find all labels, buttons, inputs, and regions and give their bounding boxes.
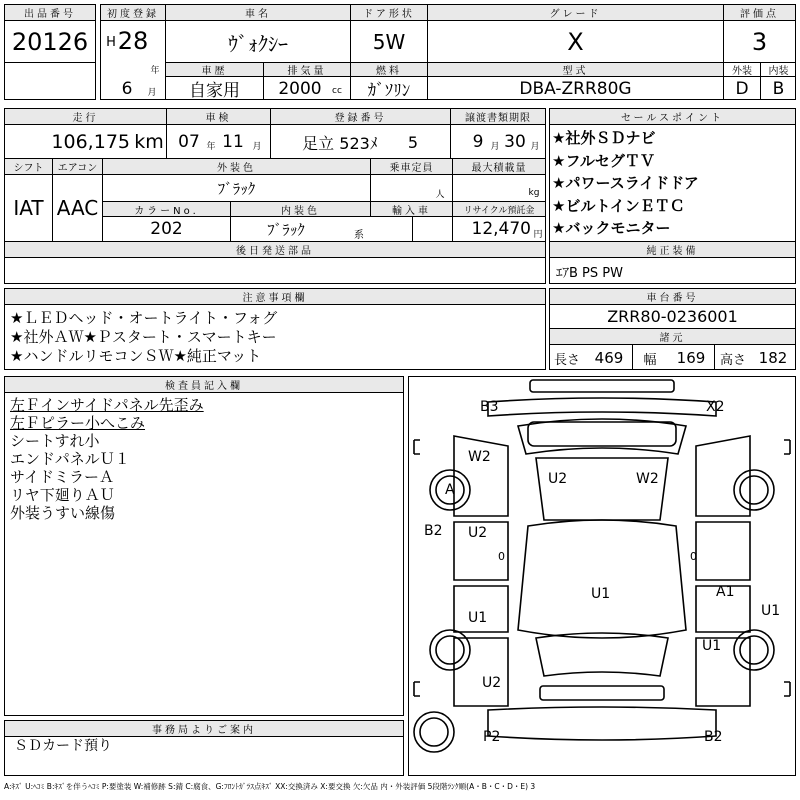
right-front-fender — [696, 436, 750, 516]
body-center — [518, 520, 686, 638]
sales-points-list — [552, 127, 699, 240]
length-label: 長さ — [553, 352, 580, 368]
later-parts-header: 後日発送部品 — [5, 242, 545, 257]
inspector-note: シートすれ小 — [10, 432, 100, 450]
recycle-header: リサイクル預託金 — [453, 202, 545, 216]
first-reg-header: 初度登録 — [101, 5, 165, 20]
yen-unit: 円 — [533, 229, 543, 240]
damage-mark: U2 — [548, 471, 568, 487]
height-label: 高さ — [719, 352, 746, 368]
year-unit: 年 — [150, 65, 160, 76]
width-value: 169 — [676, 349, 706, 367]
fuel: ｶﾞｿﾘﾝ — [367, 81, 411, 101]
era-label: H — [106, 34, 116, 50]
cc-unit: cc — [332, 86, 342, 96]
damage-mark: U1 — [702, 638, 722, 654]
vehicle-history: 自家用 — [189, 81, 240, 101]
standard-equip-header: 純正装備 — [550, 242, 795, 257]
front-bumper-outline — [488, 398, 716, 416]
note-line: ★社外ＡＷ★Ｐスタート・スマートキー — [10, 328, 277, 346]
specs-header: 諸元 — [550, 329, 795, 344]
damage-mark: U1 — [761, 603, 781, 619]
plate-header: 登録番号 — [271, 109, 450, 124]
rear-bumper — [488, 707, 716, 740]
model-code-header: 型式 — [428, 63, 723, 76]
legend: A:ｷｽﾞ U:ﾍｺﾐ B:ｷｽﾞを伴うﾍｺﾐ P:要塗装 W:補修跡 S:錆 C:腐食、G:ﾌﾛﾝﾄｶﾞﾗｽ点ｷｽﾞ XX:交換済み X:要交換 欠:欠品 内・外装評価 5段階ﾗﾝｸ順(A・B・C・D・E) 3 — [4, 782, 536, 791]
damage-mark: B2 — [424, 523, 443, 539]
damage-mark: U2 — [468, 525, 488, 541]
front-bumper-shape — [530, 380, 674, 392]
inspector-note: エンドパネルＵ１ — [10, 450, 130, 468]
width-label: 幅 — [643, 352, 657, 368]
inspection-month: 11 — [222, 132, 244, 152]
right-front-door — [696, 522, 750, 580]
int-color-header: 内装色 — [231, 202, 370, 216]
grade: X — [567, 28, 584, 56]
sales-point: ★フルセグＴＶ — [552, 151, 655, 170]
color-no: 202 — [150, 219, 183, 239]
inspector-note: サイドミラーＡ — [10, 468, 114, 486]
door-header: ドア形状 — [351, 5, 427, 20]
mileage: 106,175 — [51, 131, 130, 153]
sales-points-header: セールスポイント — [550, 109, 795, 124]
insp-month-unit: 月 — [252, 141, 262, 152]
note-line: ★ＬＥＤヘッド・オートライト・フォグ — [10, 309, 278, 327]
notes-list — [10, 309, 277, 366]
shift: IAT — [13, 196, 44, 220]
month-unit: 月 — [147, 87, 157, 98]
shift-header: シフト — [5, 159, 52, 174]
sales-point: ★ビルトインＥＴＣ — [552, 196, 685, 215]
damage-mark: U1 — [591, 586, 611, 602]
deadline-month: 9 — [472, 132, 484, 152]
inspection-header: 車検 — [167, 109, 270, 124]
deadline-day-unit: 月 — [530, 141, 540, 152]
left-front-fender — [454, 436, 508, 516]
km-unit: km — [134, 131, 164, 153]
grade-header: グレード — [428, 5, 723, 20]
sales-point: ★バックモニター — [552, 219, 671, 237]
deadline-day: 30 — [504, 132, 526, 152]
exterior-header: 外装 — [732, 66, 752, 77]
exterior-grade: D — [735, 78, 749, 99]
interior-grade: B — [772, 78, 785, 99]
sales-point: ★パワースライドドア — [552, 174, 699, 192]
max-load-header: 最大積載量 — [453, 159, 545, 174]
length-value: 469 — [594, 349, 624, 367]
damage-mark: W2 — [636, 471, 659, 487]
reg-month: 6 — [121, 79, 133, 99]
history-header: 車歴 — [166, 63, 263, 76]
ext-color: ﾌﾞﾗｯｸ — [217, 180, 256, 198]
rear-glass — [536, 633, 668, 676]
left-rear-quarter — [454, 638, 508, 706]
inspector-note: 外装うすい線傷 — [10, 504, 116, 522]
hood-shape — [518, 419, 686, 454]
roof-shape — [536, 458, 668, 520]
inspector-header: 検査員記入欄 — [5, 377, 403, 392]
displacement: 2000 — [278, 78, 322, 99]
standard-equipment: ｴｱB PS PW — [556, 265, 623, 281]
windshield-shape — [528, 422, 676, 446]
damage-mark: P2 — [483, 729, 501, 745]
rear-trim — [540, 686, 664, 700]
sales-point: ★社外ＳＤナビ — [552, 129, 656, 147]
import-header: 輸入車 — [371, 202, 452, 216]
plate-number: 5 — [407, 132, 419, 152]
car-name-header: 車名 — [166, 5, 350, 20]
inspector-note: リヤ下廻りＡＵ — [10, 486, 115, 504]
car-diagram — [408, 376, 796, 776]
door-type: 5W — [372, 30, 406, 54]
insp-year-unit: 年 — [206, 141, 216, 152]
model-code: DBA-ZRR80G — [519, 78, 632, 99]
fuel-header: 燃料 — [351, 63, 427, 76]
score-header: 評価点 — [724, 5, 795, 20]
damage-mark: W2 — [468, 449, 491, 465]
color-suffix: 系 — [354, 229, 364, 241]
aircon-header: エアコン — [53, 159, 102, 174]
damage-mark: B2 — [704, 729, 723, 745]
inspector-note: 左Ｆインサイドパネル先歪み — [10, 396, 204, 414]
lot-no-header: 出品番号 — [5, 5, 95, 20]
deadline-header: 譲渡書類期限 — [451, 109, 545, 124]
damage-mark: U1 — [468, 610, 488, 626]
damage-mark: A1 — [716, 584, 735, 600]
note-line: ★ハンドルリモコンＳＷ★純正マット — [10, 347, 262, 365]
deadline-month-unit: 月 — [490, 141, 500, 152]
interior-header: 内装 — [768, 66, 789, 77]
damage-mark: X2 — [706, 399, 725, 415]
damage-mark: A — [445, 482, 455, 498]
office-header: 事務局よりご案内 — [5, 721, 403, 736]
height-value: 182 — [758, 349, 788, 367]
notes-header: 注意事項欄 — [5, 289, 545, 304]
reg-year: 28 — [117, 27, 149, 55]
displacement-header: 排気量 — [264, 63, 350, 76]
int-color: ﾌﾞﾗｯｸ — [267, 220, 305, 239]
aircon: AAC — [56, 196, 99, 220]
damage-mark: 0 — [498, 550, 505, 563]
car-name: ｳﾞｫｸｼｰ — [228, 31, 288, 56]
ext-color-header: 外装色 — [103, 159, 370, 174]
lot-number: 20126 — [11, 28, 89, 56]
plate-area: 足立 523ﾒ — [302, 133, 378, 153]
capacity-header: 乗車定員 — [371, 159, 452, 174]
score: 3 — [751, 28, 768, 56]
inspector-notes-list — [10, 396, 204, 522]
recycle-fee: 12,470 — [471, 219, 531, 239]
person-unit: 人 — [435, 189, 445, 200]
office-note: ＳＤカード預り — [14, 738, 112, 754]
damage-mark: B3 — [480, 399, 499, 415]
inspector-note: 左Ｆピラー小へこみ — [10, 414, 146, 432]
color-no-header: カラーNo. — [103, 202, 230, 216]
kg-unit: kg — [528, 188, 540, 198]
mileage-header: 走行 — [5, 109, 166, 124]
chassis-header: 車台番号 — [550, 289, 795, 304]
inspection-year: 07 — [178, 132, 200, 152]
damage-mark: U2 — [482, 675, 502, 691]
damage-mark: 0 — [690, 550, 697, 563]
chassis-number: ZRR80-0236001 — [607, 307, 738, 326]
